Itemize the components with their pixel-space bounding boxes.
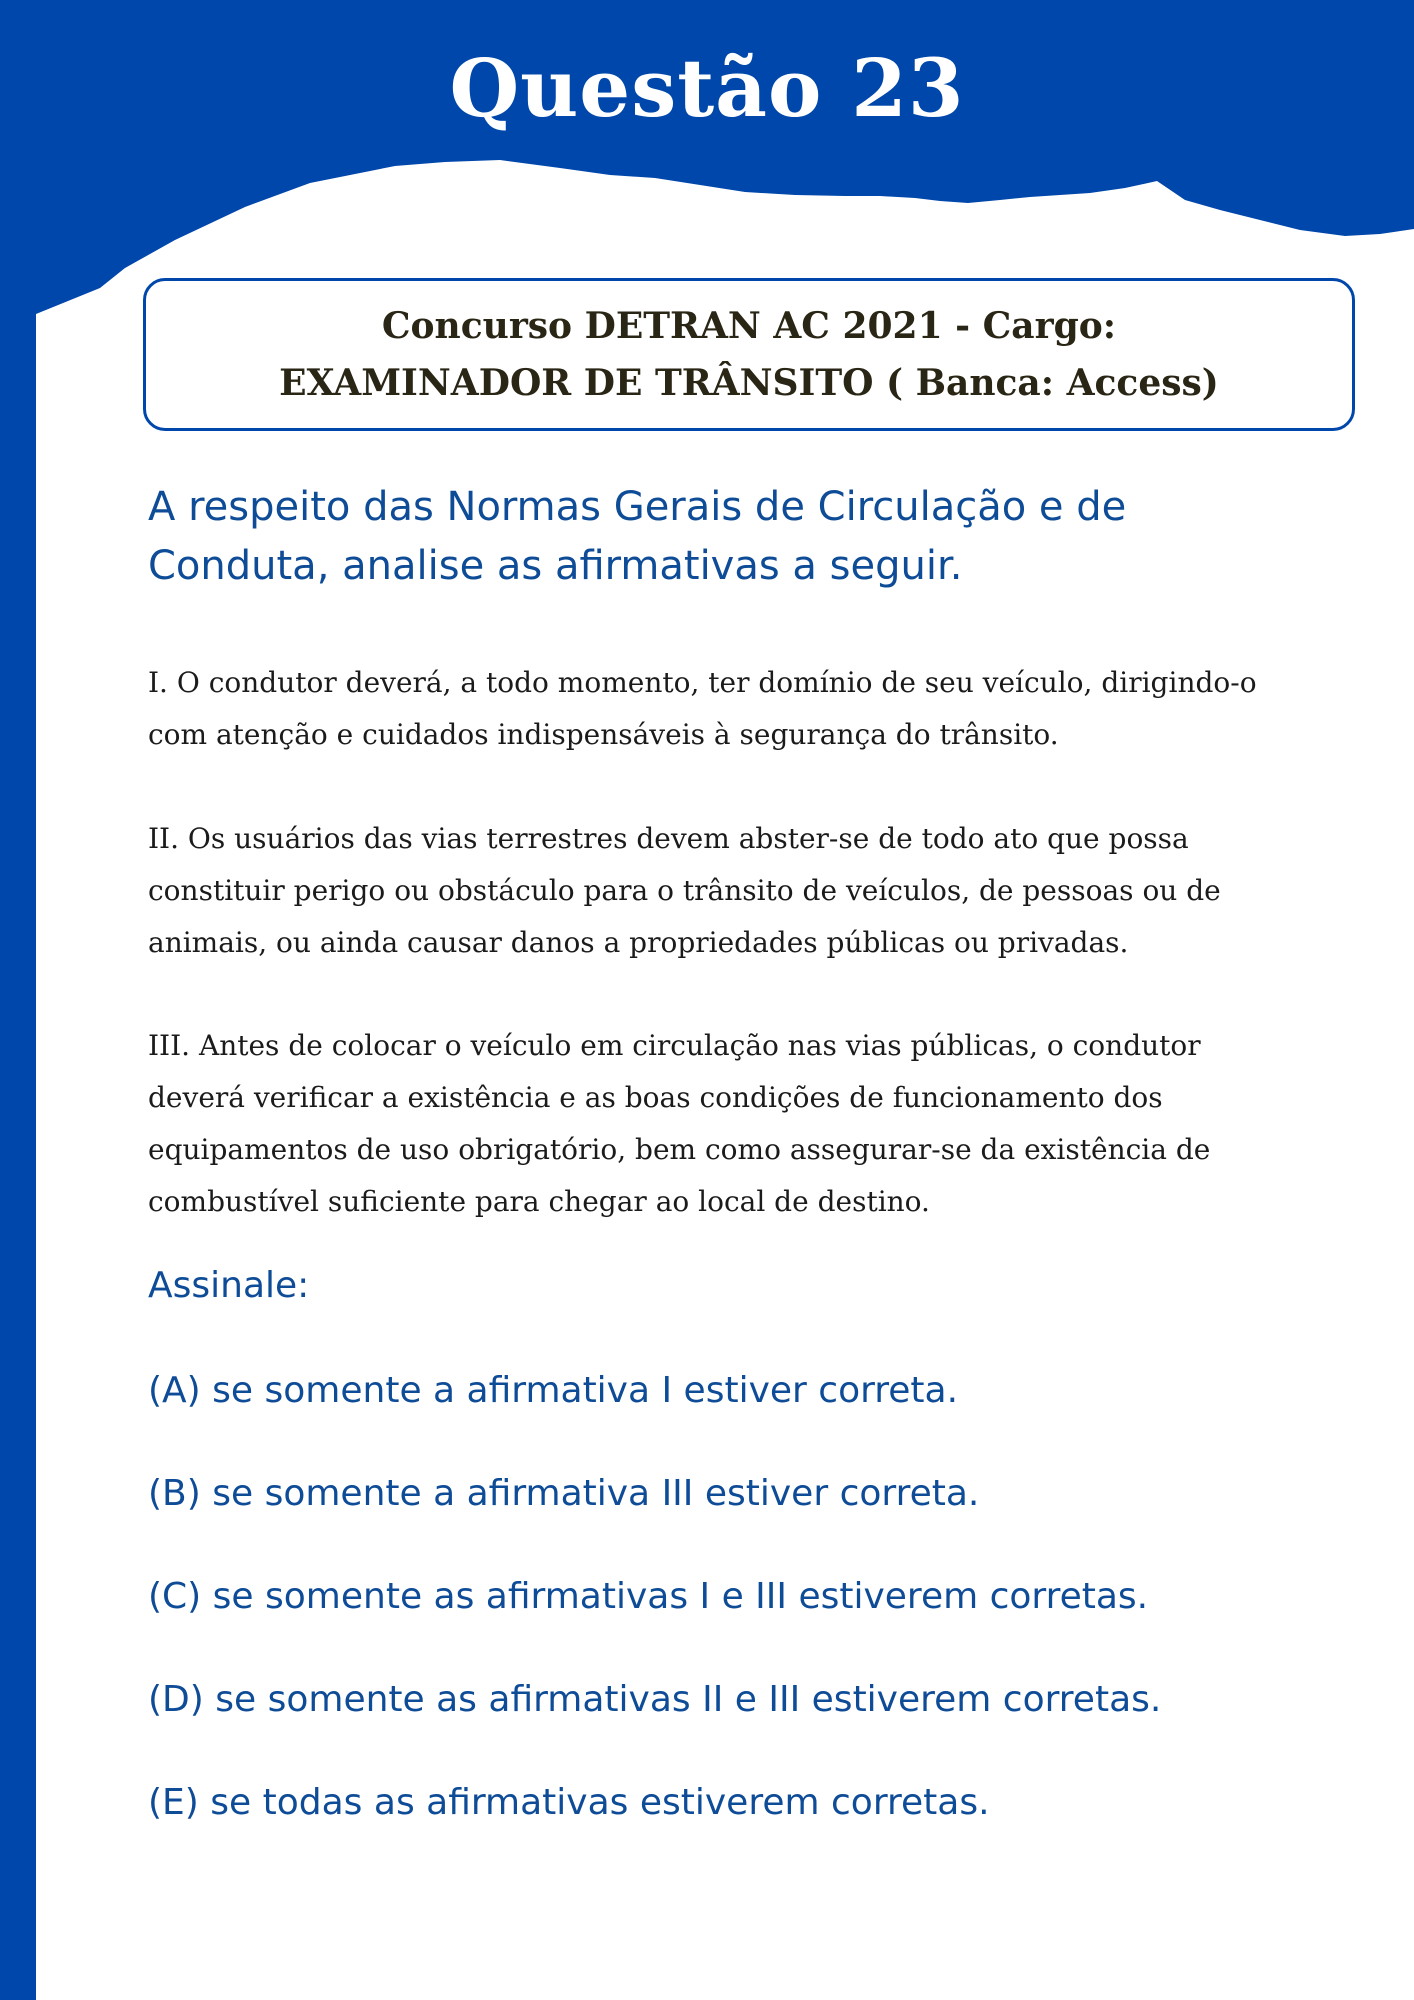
option-e[interactable]: (E) se todas as afirmativas estiverem corretas. — [148, 1782, 990, 1823]
affirmative-line: com atenção e cuidados indispensáveis à segurança do trânsito. — [148, 718, 1059, 751]
affirmative-1 — [148, 657, 1348, 761]
contest-line-2: EXAMINADOR DE TRÂNSITO ( Banca: Access) — [279, 361, 1219, 404]
contest-line-1: Concurso DETRAN AC 2021 - Cargo: — [381, 304, 1117, 347]
affirmative-3 — [148, 1020, 1348, 1228]
contest-info-box — [143, 278, 1355, 431]
instruction-label: Assinale: — [148, 1265, 310, 1306]
affirmative-line: III. Antes de colocar o veículo em circulação nas vias públicas, o condutor — [148, 1029, 1201, 1062]
affirmative-line: II. Os usuários das vias terrestres devem abster-se de todo ato que possa — [148, 822, 1189, 855]
question-statement — [148, 478, 1348, 596]
question-title: Questão 23 — [449, 41, 965, 135]
affirmative-2 — [148, 813, 1348, 969]
statement-line-1: A respeito das Normas Gerais de Circulação e de — [148, 484, 1127, 530]
affirmative-line: constituir perigo ou obstáculo para o trânsito de veículos, de pessoas ou de — [148, 874, 1221, 907]
statement-line-2: Conduta, analise as afirmativas a seguir. — [148, 543, 963, 589]
affirmative-line: I. O condutor deverá, a todo momento, ter domínio de seu veículo, dirigindo-o — [148, 666, 1257, 699]
affirmative-line: equipamentos de uso obrigatório, bem como assegurar-se da existência de — [148, 1133, 1211, 1166]
affirmative-line: deverá verificar a existência e as boas condições de funcionamento dos — [148, 1081, 1163, 1114]
affirmative-line: combustível suficiente para chegar ao local de destino. — [148, 1185, 930, 1218]
contest-info-text — [279, 298, 1219, 412]
option-b[interactable]: (B) se somente a afirmativa III estiver correta. — [148, 1473, 980, 1514]
option-d[interactable]: (D) se somente as afirmativas II e III estiverem corretas. — [148, 1679, 1162, 1720]
option-a[interactable]: (A) se somente a afirmativa I estiver correta. — [148, 1370, 959, 1411]
option-c[interactable]: (C) se somente as afirmativas I e III estiverem corretas. — [148, 1576, 1149, 1617]
affirmative-line: animais, ou ainda causar danos a propriedades públicas ou privadas. — [148, 926, 1129, 959]
